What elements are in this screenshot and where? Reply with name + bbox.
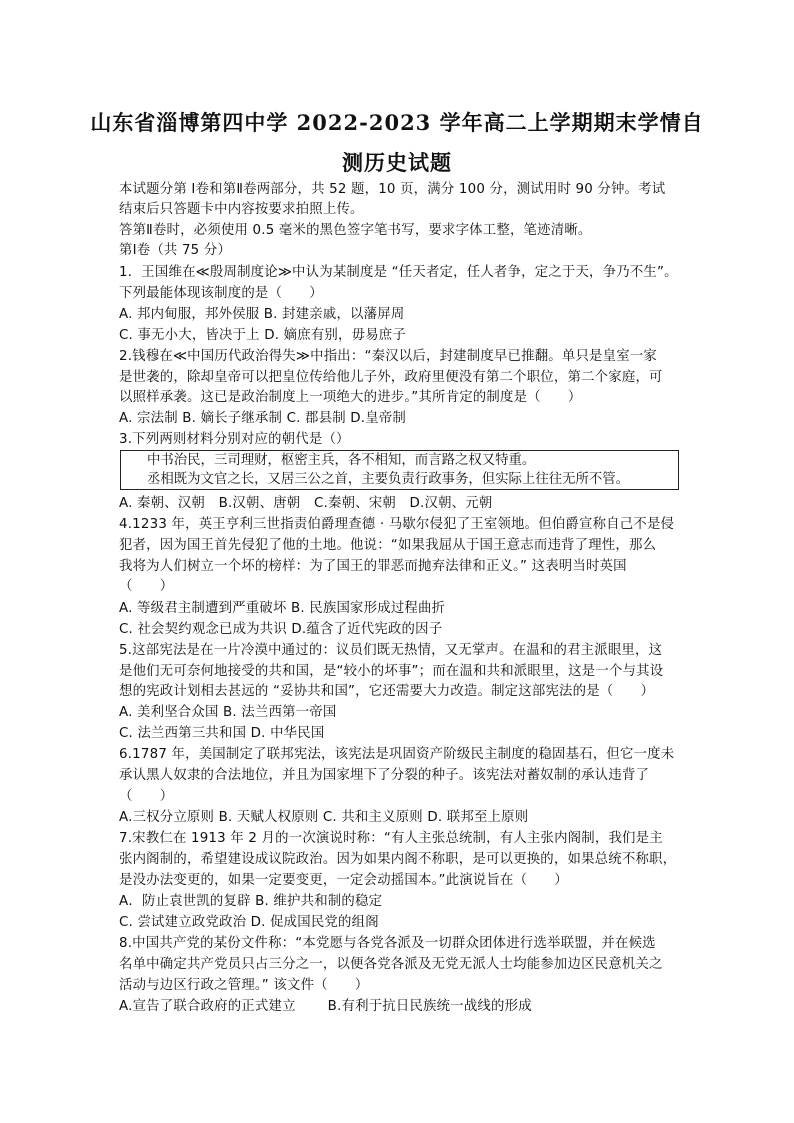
question-4-stem: （ ） xyxy=(119,579,174,594)
question-6-stem: （ ） xyxy=(119,789,174,804)
question-3-options: A. 秦朝、汉朝 B.汉朝、唐朝 C.秦朝、宋朝 D.汉朝、元朝 xyxy=(119,496,493,511)
material-box xyxy=(120,450,679,490)
question-6-options: A.三权分立原则 B. 天赋人权原则 C. 共和主义原则 D. 联邦至上原则 xyxy=(119,810,529,825)
intro-line: 结束后只答题卡中内容按要求拍照上传。 xyxy=(119,202,364,217)
question-7-options: C. 尝试建立政党政治 D. 促成国民党的组阁 xyxy=(119,915,379,930)
material-line: 丞相既为文官之长，又居三公之首，主要负责行政事务，但实际上往往无所不管。 xyxy=(147,472,630,487)
question-7-stem: 7.宋教仁在 1913 年 2 月的一次演说时称：“有人主张总统制，有人主张内阁制，我们是主 xyxy=(119,831,663,846)
question-5-stem: 是他们无可奈何地接受的共和国，是“较小的坏事”；而在温和共和派眼里，这是一个与其设 xyxy=(119,664,664,679)
material-line: 中书治民，三司理财，枢密主兵，各不相知，而言路之权又特重。 xyxy=(147,453,536,468)
question-4-stem: 4.1233 年，英王亨利三世指责伯爵理查德 · 马歇尔侵犯了王室领地。但伯爵宣称自己不是侵 xyxy=(119,517,675,532)
question-3-stem: 3.下列两则材料分别对应的朝代是（） xyxy=(119,432,350,447)
question-5-stem: 5.这部宪法是在一片冷漠中通过的：议员们既无热情，又无掌声。在温和的君主派眼里，这 xyxy=(119,643,663,658)
page-title-continued: 测历史试题 xyxy=(342,150,452,175)
question-5-options: A. 美利坚合众国 B. 法兰西第一帝国 xyxy=(119,705,337,720)
option-b: B.有利于抗日民族统一战线的形成 xyxy=(327,999,532,1014)
question-2-stem: 以照样承袭。这已是政治制度上一项绝大的进步。”其所肯定的制度是（ ） xyxy=(119,390,582,405)
question-2-options: A. 宗法制 B. 嫡长子继承制 C. 郡县制 D.皇帝制 xyxy=(119,411,406,426)
question-8-stem: 名单中确定共产党员只占三分之一，以便各党各派及无党无派人士均能参加边区民意机关之 xyxy=(119,957,663,972)
question-4-stem: 犯者，因为国王首先侵犯了他的土地。他说：“如果我屈从于国王意志而违背了理性，那么 xyxy=(119,538,657,553)
question-4-options: C. 社会契约观念已成为共识 D.蕴含了近代宪政的因子 xyxy=(119,622,443,637)
question-2-stem: 2.钱穆在≪中国历代政治得失≫中指出：“秦汉以后，封建制度早已推翻。单只是皇室一家 xyxy=(119,349,658,364)
option-a: A.宣告了联合政府的正式建立 xyxy=(119,999,296,1014)
question-8-options xyxy=(119,998,532,1016)
question-7-options: A．防止袁世凯的复辟 B. 维护共和制的稳定 xyxy=(119,894,383,909)
page-title: 山东省淄博第四中学 2022-2023 学年高二上学期期末学情自 xyxy=(90,110,704,135)
question-8-stem: 8.中国共产党的某份文件称：“本党愿与各党各派及一切群众团体进行选举联盟，并在候选 xyxy=(119,936,656,951)
intro-line: 本试题分第 Ⅰ卷和第Ⅱ卷两部分，共 52 题，10 页，满分 100 分，测试用时 90 分钟。考试 xyxy=(119,182,666,197)
question-5-stem: 想的宪政计划相去甚远的 “妥协共和国”，它还需要大力改造。制定这部宪法的是（ ） xyxy=(119,684,655,699)
question-4-options: A. 等级君主制遭到严重破坏 B. 民族国家形成过程曲折 xyxy=(119,601,446,616)
section-heading: 第Ⅰ卷（共 75 分） xyxy=(119,243,232,258)
question-1-options: A. 邦内甸服，邦外侯服 B. 封建亲戚，以藩屏周 xyxy=(119,307,405,322)
question-6-stem: 6.1787 年，美国制定了联邦宪法，该宪法是巩固资产阶级民主制度的稳固基石，但它一度未 xyxy=(119,747,675,762)
question-1-stem: 下列最能体现该制度的是（ ） xyxy=(119,286,323,301)
question-5-options: C. 法兰西第三共和国 D. 中华民国 xyxy=(119,726,325,741)
question-7-stem: 是没办法变更的，如果一定要变更，一定会动摇国本。”此演说旨在（ ） xyxy=(119,873,568,888)
question-1-stem: 1．王国维在≪殷周制度论≫中认为某制度是 “任天者定，任人者争，定之于天，争乃不生”。 xyxy=(119,265,678,280)
question-4-stem: 我将为人们树立一个坏的榜样：为了国王的罪恶而抛弃法律和正义。” 这表明当时英国 xyxy=(119,559,627,574)
question-8-stem: 活动与边区行政之管理。” 该文件（ ） xyxy=(119,978,369,993)
intro-line: 答第Ⅱ卷时，必须使用 0.5 毫米的黑色签字笔书写，要求字体工整，笔迹清晰。 xyxy=(119,223,592,238)
question-6-stem: 承认黑人奴隶的合法地位，并且为国家埋下了分裂的种子。该宪法对蓄奴制的承认违背了 xyxy=(119,768,650,783)
question-1-options: C. 事无小大，皆决于上 D. 嫡庶有别，毋易庶子 xyxy=(119,328,406,343)
question-7-stem: 张内阁制的，希望建设成议院政治。因为如果内阁不称职，是可以更换的，如果总统不称职， xyxy=(119,852,677,867)
question-2-stem: 是世袭的，除却皇帝可以把皇位传给他儿子外，政府里便没有第二个职位，第二个家庭，可 xyxy=(119,370,663,385)
